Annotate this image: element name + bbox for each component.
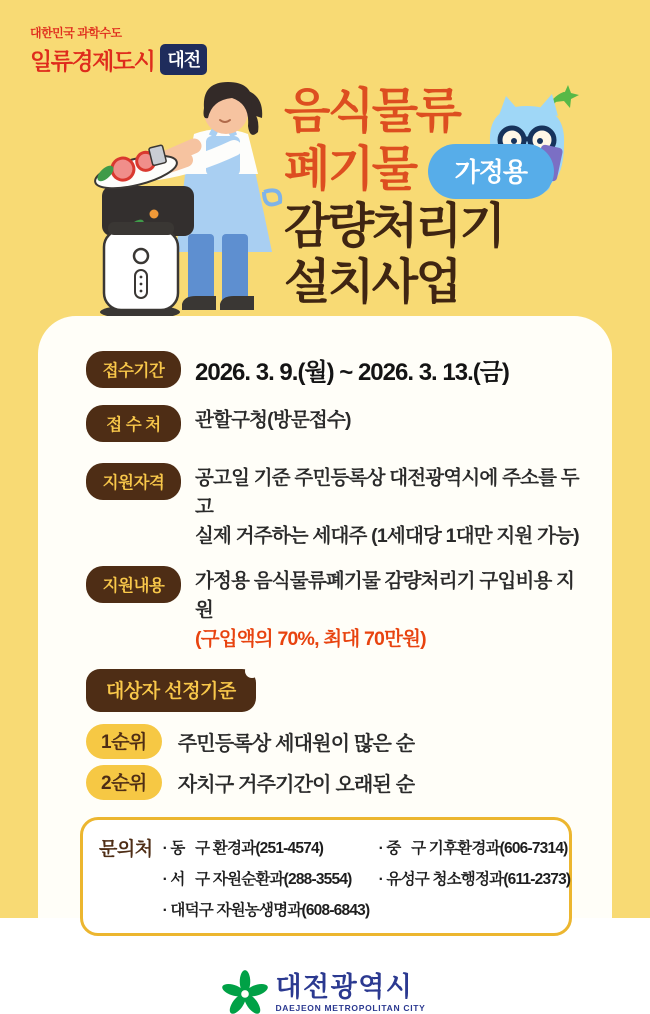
title-line-1: 음식물류 <box>284 85 460 138</box>
brand-tagline: 대한민국 과학수도 <box>30 26 122 40</box>
rank-1-row <box>86 724 582 759</box>
title-line-3: 감량처리기 <box>284 200 504 253</box>
contact-box <box>80 817 572 936</box>
title-line-4: 설치사업 <box>284 256 460 309</box>
content-panel <box>38 316 612 1013</box>
brand-slogan: 일류경제도시 <box>30 48 155 74</box>
contact-entries <box>163 833 571 920</box>
food-waste-illustration <box>36 74 292 320</box>
support-label: 지원내용 <box>86 566 181 603</box>
reception-place-row <box>86 404 582 442</box>
period-part: (월) ~ 2026. <box>297 359 419 386</box>
brand-city-badge: 대전 <box>160 44 207 75</box>
period-part: (금) <box>472 359 509 386</box>
daejeon-brand-logo <box>30 24 207 76</box>
contact-entry: · 중 구 기후환경과(606-7314) <box>378 840 568 857</box>
support-row <box>86 565 582 654</box>
period-start-date: 3. 9. <box>255 359 298 386</box>
footer-city-name: 대전광역시 <box>275 972 414 1002</box>
eligibility-row <box>86 462 582 551</box>
period-part: 2026. <box>195 359 256 386</box>
poster-title <box>284 84 554 311</box>
contact-entry: · 대덕구 자원농생명과(608-6843) <box>162 902 370 919</box>
period-end-date: 3. 13. <box>418 359 473 386</box>
contact-entry: · 서 구 자원순환과(288-3554) <box>162 871 352 888</box>
footer-logo <box>38 972 612 1014</box>
home-use-badge: 가정용 <box>428 144 554 199</box>
support-value <box>195 565 582 654</box>
selection-criteria-header: 대상자 선정기준 <box>86 669 256 712</box>
contact-entry: · 유성구 청소행정과(611-2373) <box>378 871 571 888</box>
eligibility-line-1: 공고일 기준 주민등록상 대전광역시에 주소를 두고 <box>195 467 579 518</box>
rank-2-badge: 2순위 <box>86 765 162 800</box>
title-line-2: 폐기물 <box>284 142 416 196</box>
contact-entry: · 동 구 환경과(251-4574) <box>162 840 324 857</box>
eligibility-line-2: 실제 거주하는 세대주 (1세대당 1대만 지원 가능) <box>195 525 579 547</box>
eligibility-value <box>195 462 582 551</box>
support-amount-highlight: (구입액의 70%, 최대 70만원) <box>195 628 426 650</box>
support-line-1: 가정용 음식물류폐기물 감량처리기 구입비용 지원 <box>195 570 575 621</box>
contact-label: 문의처 <box>99 839 153 860</box>
reception-period-label: 접수기간 <box>86 351 181 388</box>
reception-period-value <box>195 350 509 387</box>
footer-city-name-en: DAEJEON METROPOLITAN CITY <box>275 1003 426 1013</box>
reception-place-label: 접 수 처 <box>86 405 181 442</box>
eligibility-label: 지원자격 <box>86 463 181 500</box>
reception-period-row <box>86 350 582 388</box>
reception-place-value: 관할구청(방문접수) <box>195 409 351 431</box>
rank-1-badge: 1순위 <box>86 724 162 759</box>
rank-2-text: 자치구 거주기간이 오래된 순 <box>177 774 415 796</box>
rank-2-row <box>86 765 582 800</box>
daejeon-emblem-icon <box>224 972 266 1014</box>
rank-1-text: 주민등록상 세대원이 많은 순 <box>177 733 415 755</box>
